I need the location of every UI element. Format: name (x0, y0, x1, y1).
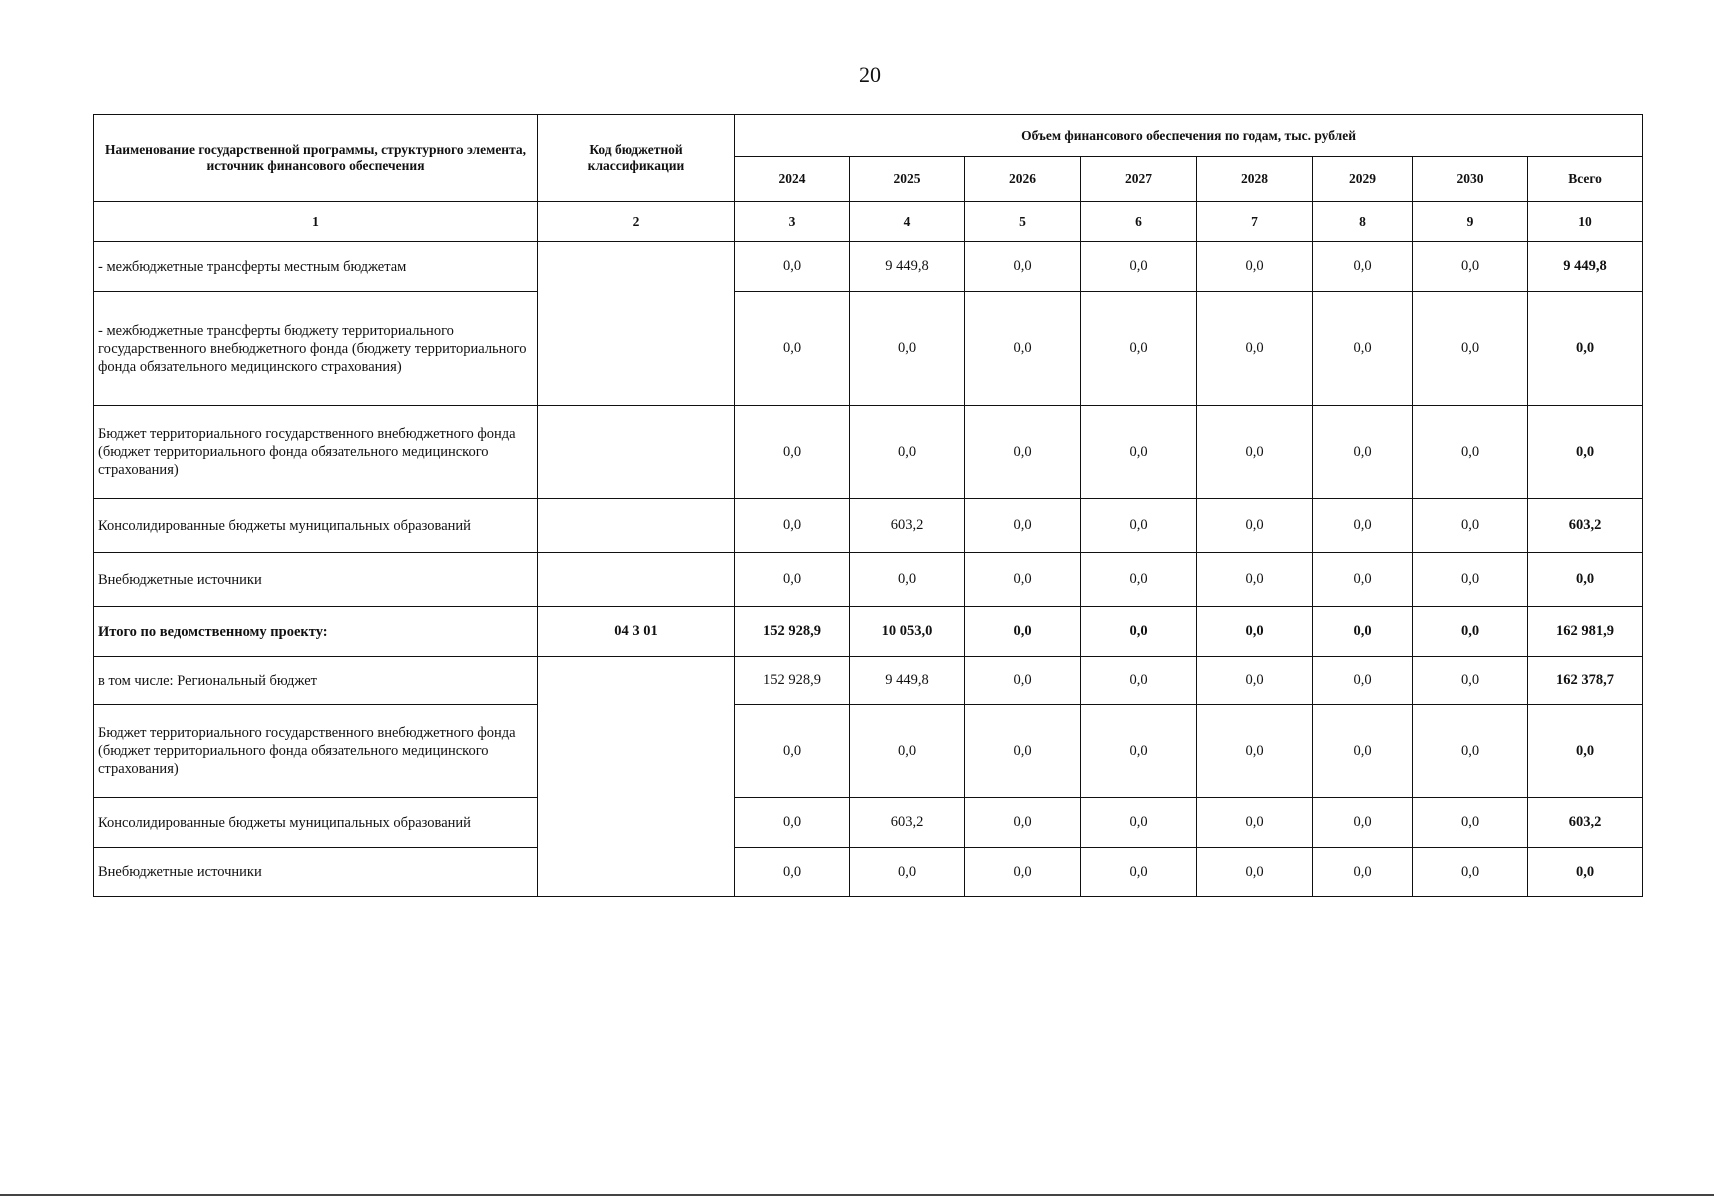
header-name: Наименование государственной программы, структурного элемента, источник финансового обеспечения (94, 115, 538, 202)
row-value: 0,0 (965, 798, 1081, 848)
column-numbers-row (94, 202, 1643, 242)
row-value: 0,0 (850, 553, 965, 607)
row-name: - межбюджетные трансферты бюджету территориального государственного внебюджетного фонда (бюджету территориального фонда обязательного медицинского страхования) (94, 292, 538, 406)
row-name: - межбюджетные трансферты местным бюджетам (94, 242, 538, 292)
row-value: 0,0 (1313, 553, 1413, 607)
row-value: 0,0 (1197, 607, 1313, 657)
row-value: 0,0 (965, 657, 1081, 705)
row-value: 0,0 (1197, 242, 1313, 292)
table-row (94, 848, 1643, 897)
row-value: 0,0 (1081, 406, 1197, 499)
table-row-total (94, 607, 1643, 657)
row-value: 0,0 (1413, 798, 1528, 848)
column-number: 6 (1081, 202, 1197, 242)
row-value: 0,0 (1081, 607, 1197, 657)
budget-table (93, 114, 1643, 897)
row-value: 0,0 (1413, 705, 1528, 798)
column-number: 10 (1528, 202, 1643, 242)
row-value: 0,0 (1413, 242, 1528, 292)
row-value: 0,0 (1081, 705, 1197, 798)
header-volume: Объем финансового обеспечения по годам, тыс. рублей (735, 115, 1643, 157)
row-value: 0,0 (965, 607, 1081, 657)
row-name: Бюджет территориального государственного внебюджетного фонда (бюджет территориального фонда обязательного медицинского страхования) (94, 406, 538, 499)
row-value: 0,0 (1081, 499, 1197, 553)
row-value: 0,0 (1081, 657, 1197, 705)
row-code (538, 499, 735, 553)
table-row (94, 553, 1643, 607)
row-total: 0,0 (1528, 705, 1643, 798)
row-total: 0,0 (1528, 553, 1643, 607)
row-value: 0,0 (1313, 848, 1413, 897)
row-value: 0,0 (1081, 292, 1197, 406)
row-value: 0,0 (1197, 499, 1313, 553)
row-value: 603,2 (850, 798, 965, 848)
row-value: 0,0 (1081, 553, 1197, 607)
row-value: 0,0 (735, 553, 850, 607)
header-row-1 (94, 115, 1643, 157)
row-value: 0,0 (735, 406, 850, 499)
table-row (94, 657, 1643, 705)
row-value: 0,0 (1413, 848, 1528, 897)
row-value: 0,0 (965, 705, 1081, 798)
row-value: 0,0 (1081, 848, 1197, 897)
column-number: 4 (850, 202, 965, 242)
column-number: 7 (1197, 202, 1313, 242)
row-value: 0,0 (735, 848, 850, 897)
header-year: 2027 (1081, 157, 1197, 202)
header-year: 2024 (735, 157, 850, 202)
row-value: 0,0 (735, 798, 850, 848)
row-value: 0,0 (965, 848, 1081, 897)
table-row (94, 798, 1643, 848)
header-total: Всего (1528, 157, 1643, 202)
row-value: 0,0 (1313, 406, 1413, 499)
row-code: 04 3 01 (538, 607, 735, 657)
row-total: 0,0 (1528, 406, 1643, 499)
header-year: 2026 (965, 157, 1081, 202)
page-number: 20 (859, 62, 881, 87)
row-value: 0,0 (1313, 242, 1413, 292)
row-value: 0,0 (1197, 406, 1313, 499)
page-bottom-edge (0, 1194, 1714, 1196)
row-value: 0,0 (735, 705, 850, 798)
column-number: 8 (1313, 202, 1413, 242)
row-name: Консолидированные бюджеты муниципальных образований (94, 798, 538, 848)
row-value: 0,0 (850, 406, 965, 499)
row-value: 0,0 (965, 292, 1081, 406)
row-value: 9 449,8 (850, 242, 965, 292)
header-year: 2029 (1313, 157, 1413, 202)
row-value: 0,0 (965, 553, 1081, 607)
table-row (94, 242, 1643, 292)
row-value: 0,0 (1197, 705, 1313, 798)
row-value: 0,0 (1081, 798, 1197, 848)
row-value: 0,0 (1081, 242, 1197, 292)
row-value: 0,0 (850, 705, 965, 798)
row-total: 603,2 (1528, 798, 1643, 848)
row-value: 0,0 (735, 292, 850, 406)
table-row (94, 705, 1643, 798)
row-value: 152 928,9 (735, 607, 850, 657)
row-code (538, 657, 735, 897)
row-value: 10 053,0 (850, 607, 965, 657)
row-total: 162 981,9 (1528, 607, 1643, 657)
row-value: 603,2 (850, 499, 965, 553)
row-value: 0,0 (965, 242, 1081, 292)
row-total: 603,2 (1528, 499, 1643, 553)
row-value: 0,0 (1197, 798, 1313, 848)
row-value: 0,0 (1413, 607, 1528, 657)
row-value: 0,0 (1313, 705, 1413, 798)
table-row (94, 499, 1643, 553)
row-total: 0,0 (1528, 292, 1643, 406)
row-value: 0,0 (850, 848, 965, 897)
row-total: 9 449,8 (1528, 242, 1643, 292)
row-value: 152 928,9 (735, 657, 850, 705)
column-number: 1 (94, 202, 538, 242)
row-value: 0,0 (965, 499, 1081, 553)
row-value: 0,0 (1197, 657, 1313, 705)
row-value: 9 449,8 (850, 657, 965, 705)
row-value: 0,0 (1313, 798, 1413, 848)
row-value: 0,0 (1313, 499, 1413, 553)
column-number: 5 (965, 202, 1081, 242)
row-name: Итого по ведомственному проекту: (94, 607, 538, 657)
table-row (94, 406, 1643, 499)
column-number: 2 (538, 202, 735, 242)
row-name: Консолидированные бюджеты муниципальных образований (94, 499, 538, 553)
row-name: Внебюджетные источники (94, 848, 538, 897)
row-code (538, 242, 735, 406)
row-value: 0,0 (1413, 406, 1528, 499)
header-code: Код бюджетной классификации (538, 115, 735, 202)
row-value: 0,0 (1413, 657, 1528, 705)
row-value: 0,0 (1413, 553, 1528, 607)
header-year: 2028 (1197, 157, 1313, 202)
row-value: 0,0 (850, 292, 965, 406)
row-name: в том числе: Региональный бюджет (94, 657, 538, 705)
column-number: 3 (735, 202, 850, 242)
header-year: 2025 (850, 157, 965, 202)
row-value: 0,0 (1413, 292, 1528, 406)
row-value: 0,0 (1313, 607, 1413, 657)
row-value: 0,0 (965, 406, 1081, 499)
row-value: 0,0 (1313, 292, 1413, 406)
row-value: 0,0 (1197, 553, 1313, 607)
row-value: 0,0 (735, 499, 850, 553)
row-name: Бюджет территориального государственного внебюджетного фонда (бюджет территориального фонда обязательного медицинского страхования) (94, 705, 538, 798)
row-name: Внебюджетные источники (94, 553, 538, 607)
column-number: 9 (1413, 202, 1528, 242)
header-year: 2030 (1413, 157, 1528, 202)
row-value: 0,0 (1413, 499, 1528, 553)
row-total: 162 378,7 (1528, 657, 1643, 705)
row-value: 0,0 (1197, 292, 1313, 406)
table-row (94, 292, 1643, 406)
row-code (538, 406, 735, 499)
row-value: 0,0 (735, 242, 850, 292)
row-code (538, 553, 735, 607)
row-total: 0,0 (1528, 848, 1643, 897)
row-value: 0,0 (1197, 848, 1313, 897)
row-value: 0,0 (1313, 657, 1413, 705)
